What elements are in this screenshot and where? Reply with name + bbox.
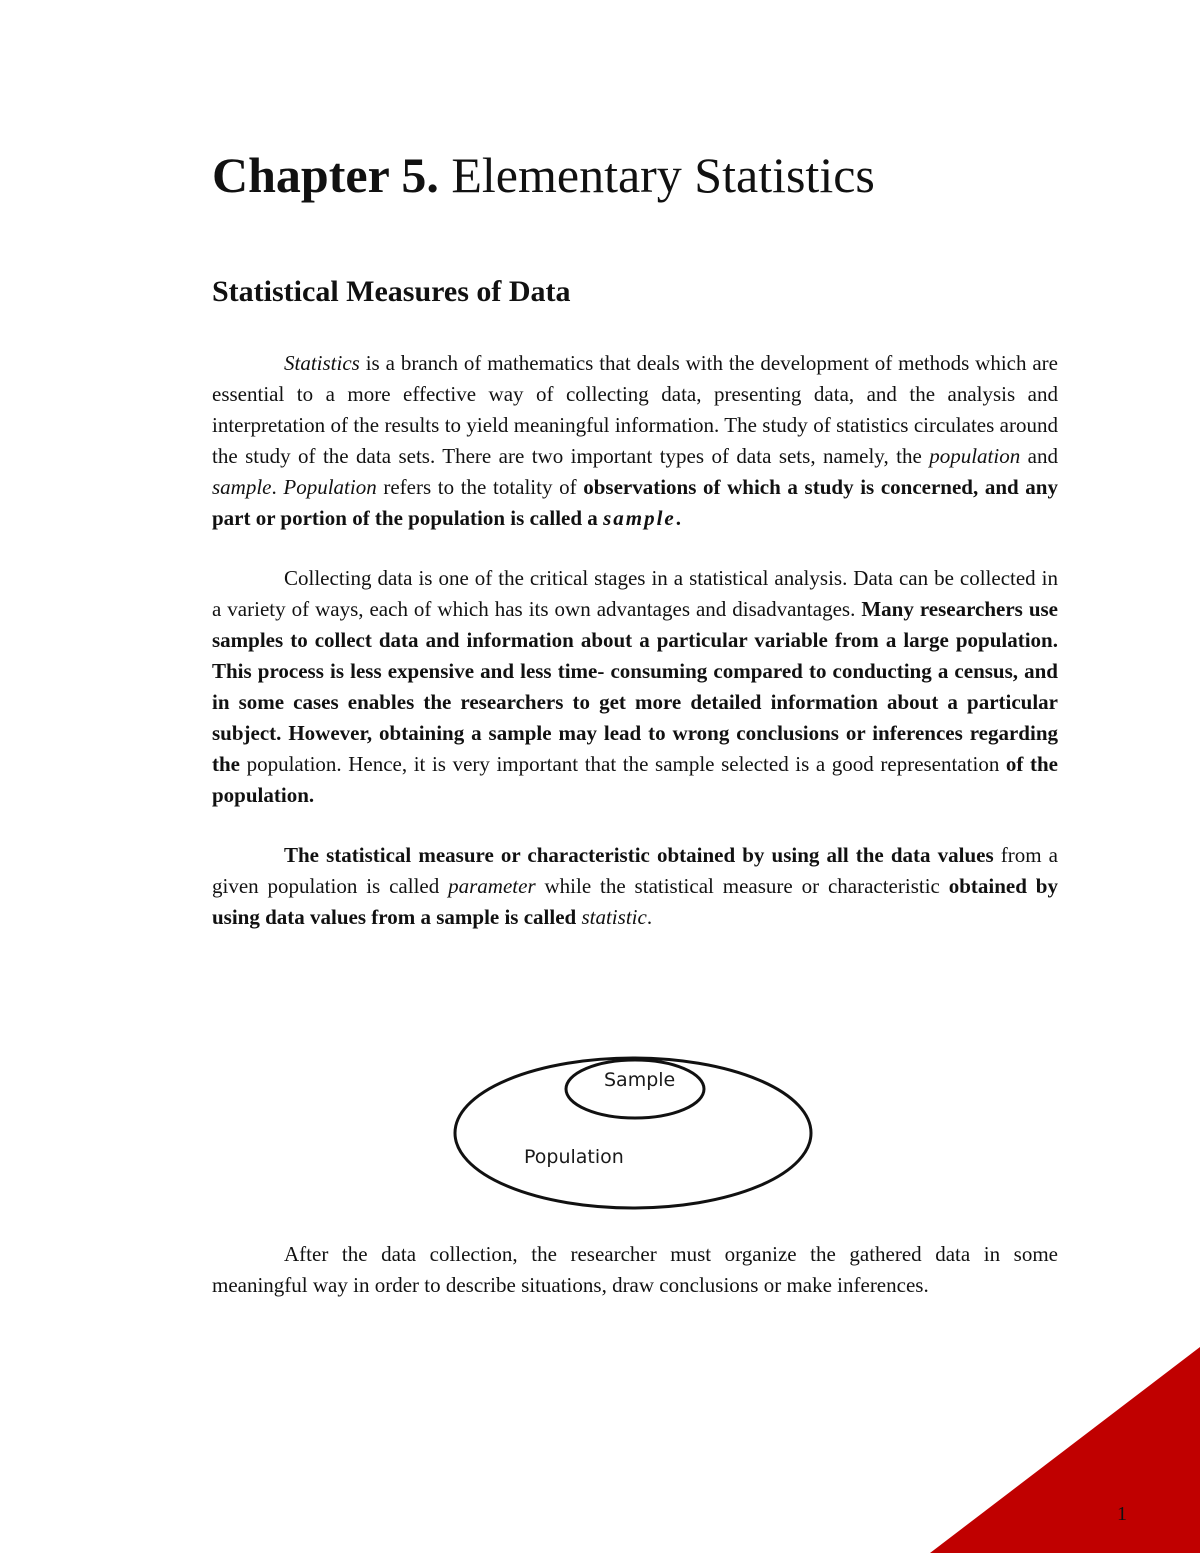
text-span: and [1020, 444, 1058, 468]
term-population-definition: Population [283, 475, 377, 499]
term-sample: sample [212, 475, 272, 499]
bold-text: Many researchers use samples to collect data and information about a particular variable from a large population. This process is less expensive and less time- consuming compared to conducting a census, and in some cases enables the researchers to get more detailed information about a particular subject. However, obtaining a sample may lead to wrong conclusions or inferences regarding the [212, 597, 1058, 776]
paragraph-after-collection: After the data collection, the researcher must organize the gathered data in some meaningful way in order to describe situations, draw conclusions or make inferences. [212, 1242, 1058, 1297]
text-span: refers to the totality of [376, 475, 584, 499]
text-span: Collecting data is one of the critical stages in a statistical analysis. Data can be collected in a variety of ways, each of which has its own advantages and disadvantages. [212, 566, 1058, 621]
page-number: 1 [1117, 1503, 1127, 1525]
corner-accent-triangle [930, 1347, 1200, 1553]
text-span: population. Hence, it is very important that the sample selected is a good representation [246, 752, 1006, 776]
term-statistics: Statistics [284, 351, 360, 375]
paragraph-statistics-definition [212, 348, 1058, 534]
chapter-title [212, 140, 1058, 210]
term-sample-bold: sample [603, 506, 676, 530]
sample-label: Sample [604, 1069, 676, 1091]
bold-text: of the population. [212, 752, 1058, 807]
text-span: . [271, 475, 284, 499]
text-span: while the statistical measure or characteristic [535, 874, 949, 898]
term-parameter: parameter [448, 874, 536, 898]
bold-text: obtained by using data values from a sample is called [212, 874, 1058, 929]
bold-text: observations of which a study is concerned, and any part or portion of the population is called a [212, 475, 1058, 530]
page-content [212, 140, 1058, 933]
paragraph-parameter-statistic [212, 840, 1058, 933]
text-span: . [646, 905, 653, 929]
chapter-name: Elementary Statistics [451, 147, 875, 203]
term-population: population [929, 444, 1021, 468]
term-statistic: statistic [581, 905, 647, 929]
paragraph-collecting-data [212, 563, 1058, 811]
text-span: from a given population is called [212, 843, 1058, 898]
text-span: . [675, 506, 681, 530]
section-heading: Statistical Measures of Data [212, 275, 571, 308]
chapter-label: Chapter 5. [212, 147, 439, 203]
bold-text: The statistical measure or characteristic obtained by using all the data values [284, 843, 994, 867]
text-span: is a branch of mathematics that deals with the development of methods which are essential to a more effective way of collecting data, presenting data, and the analysis and interpretation of the results to yield meaningful information. The study of statistics circulates around the study of the data sets. There are two important types of data sets, namely, the [212, 351, 1058, 468]
population-label: Population [524, 1146, 624, 1168]
